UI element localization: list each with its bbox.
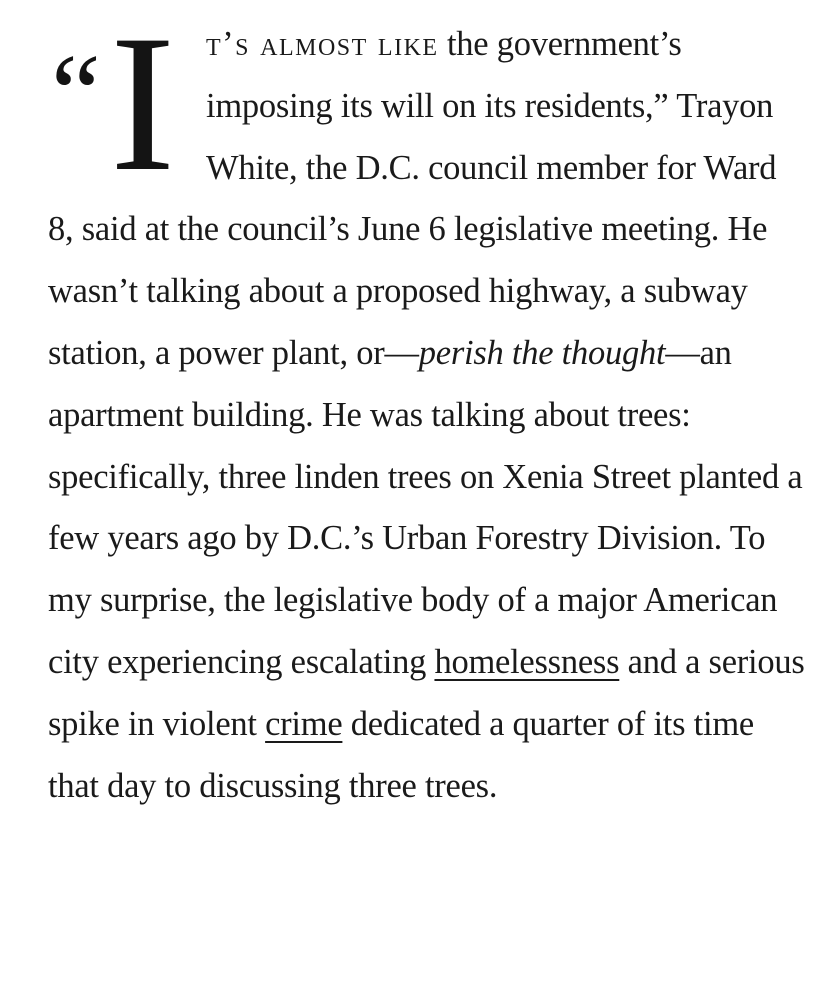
- italic-aside: perish the thought: [418, 333, 666, 372]
- paragraph-text-3: and a serious spike in violent: [48, 642, 805, 743]
- lead-in-small-caps: t’s almost like: [206, 25, 439, 63]
- paragraph-text-4: dedicated a quarter of its time that day to discussing three trees.: [48, 704, 754, 805]
- homelessness-link[interactable]: homelessness: [434, 642, 620, 681]
- paragraph-text-1: the government’s imposing its will on its residents,” Trayon White, the D.C. council member for Ward 8, said at the council’s June 6 legislative meeting. He wasn’t talking about a proposed highway, a subway station, a power plant, or—: [48, 25, 777, 372]
- drop-cap: [48, 0, 200, 212]
- drop-cap-quote-mark: “: [51, 32, 101, 156]
- drop-cap-letter: I: [110, 0, 176, 212]
- article-body: [48, 0, 808, 817]
- crime-link[interactable]: crime: [265, 704, 343, 743]
- paragraph-text-2: —an apartment building. He was talking about trees: specifically, three linden trees on Xenia Street planted a few years ago by D.C.’s Urban Forestry Division. To my surprise, the legislative body of a major American city experiencing escalating: [48, 333, 803, 681]
- article-paragraph: [48, 0, 808, 817]
